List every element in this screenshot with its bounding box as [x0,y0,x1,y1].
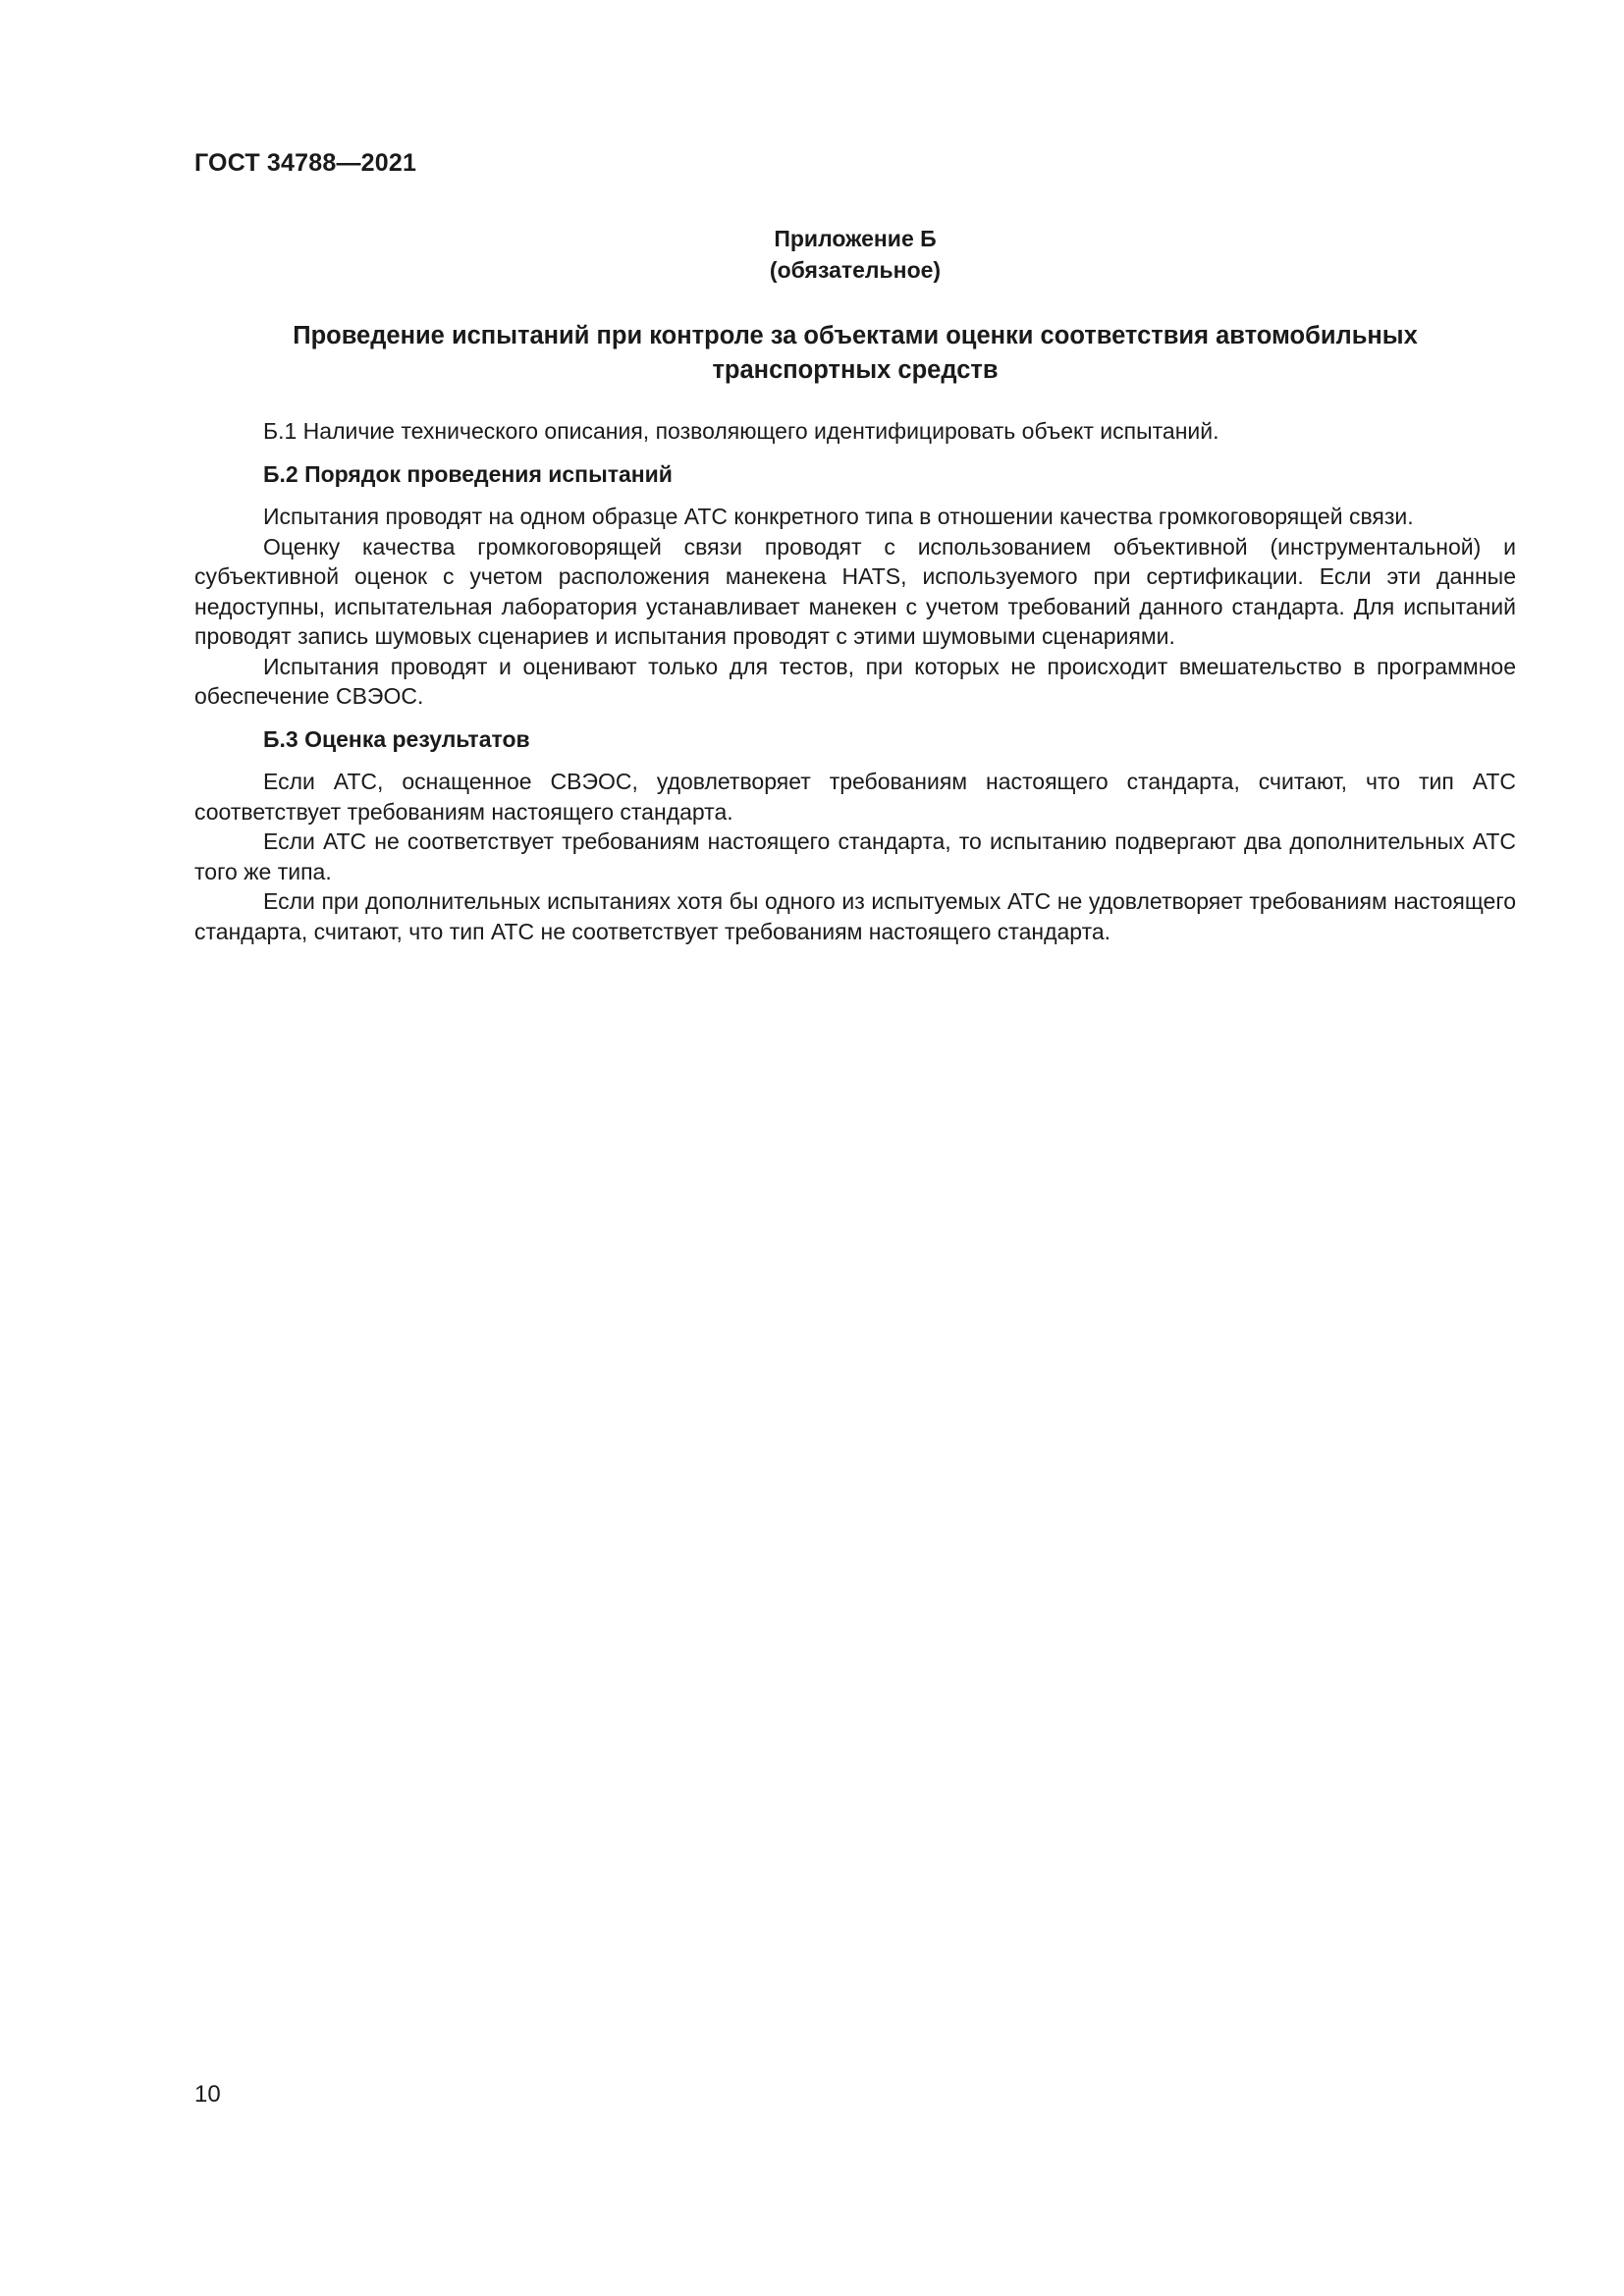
section-b2-paragraph-3: Испытания проводят и оценивают только для тестов, при которых не происходит вмешательство в программное обеспечение СВЭОС. [194,653,1516,709]
section-b2-heading: Б.2 Порядок проведения испытаний [263,460,673,487]
page-number: 10 [194,2081,221,2108]
section-b3-paragraph-1: Если АТС, оснащенное СВЭОС, удовлетворяет требованиям настоящего стандарта, считают, что тип АТС соответствует требованиям настоящего стандарта. [194,769,1516,825]
appendix-title: Приложение Б [774,226,937,251]
document-body [194,416,1516,946]
section-b3-heading: Б.3 Оценка результатов [263,725,530,752]
section-b3-paragraph-2: Если АТС не соответствует требованиям настоящего стандарта, то испытанию подвергают два дополнительных АТС того же типа. [194,828,1516,884]
section-b2-paragraph-1: Испытания проводят на одном образце АТС конкретного типа в отношении качества громкоговорящей связи. [263,504,1414,529]
appendix-status: (обязательное) [769,257,942,283]
appendix-heading-line-1: Проведение испытаний при контроле за объектами оценки соответствия автомобильных [293,322,1418,349]
section-b1: Б.1 Наличие технического описания, позволяющего идентифицировать объект испытаний. [263,418,1219,444]
section-b2-paragraph-2: Оценку качества громкоговорящей связи проводят с использованием объективной (инструментальной) и субъективной оценок с учетом расположения манекена HATS, используемого при сертификации. Если эти данные недоступны, испытательная лаборатория устанавливает манекен с учетом требований данного стандарта. Для испытаний проводят запись шумовых сценариев и испытания проводят с этими шумовыми сценариями. [194,533,1516,649]
section-b3-paragraph-3: Если при дополнительных испытаниях хотя бы одного из испытуемых АТС не удовлетворяет требованиям настоящего стандарта, считают, что тип АТС не соответствует требованиям настоящего стандарта. [194,888,1516,944]
appendix-heading [194,319,1516,388]
appendix-heading-line-2: транспортных средств [712,356,999,384]
document-code: ГОСТ 34788—2021 [194,149,417,177]
